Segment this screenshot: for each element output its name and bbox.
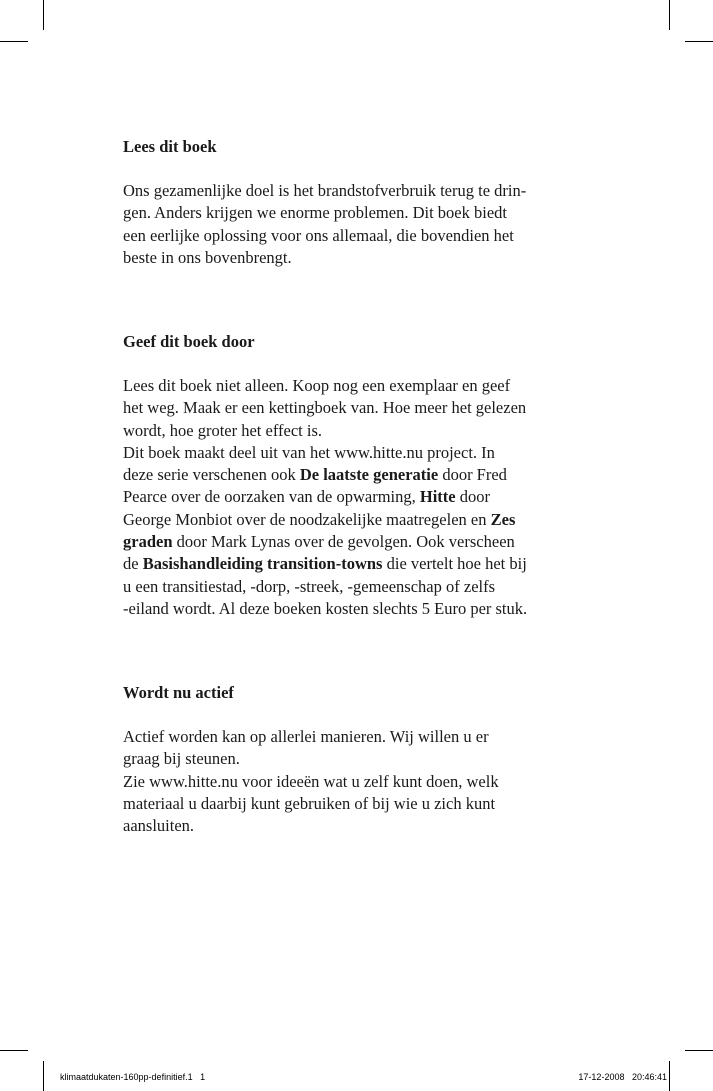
book-title-zes-graden-part1: Zes bbox=[490, 509, 516, 529]
paragraph bbox=[123, 375, 593, 620]
crop-mark-bottom-right-h bbox=[685, 1050, 713, 1051]
text-span: Pearce over de oorzaken van de opwarming, bbox=[123, 487, 420, 507]
text-span: door Mark Lynas over de gevolgen. Ook verscheen bbox=[172, 532, 515, 552]
section-geef-dit-boek-door bbox=[123, 331, 593, 620]
text-line: wordt, hoe groter het effect is. bbox=[123, 420, 322, 440]
text-line: Lees dit boek niet alleen. Koop nog een exemplaar en geef bbox=[123, 376, 511, 395]
book-title-de-laatste-generatie: De laatste generatie bbox=[299, 465, 439, 485]
crop-mark-bottom-left-h bbox=[0, 1050, 28, 1051]
text-line: Dit boek maakt deel uit van het www.hitte.nu project. In bbox=[123, 442, 495, 462]
section-heading: Geef dit boek door bbox=[123, 332, 255, 351]
text-span: die vertelt hoe het bij bbox=[382, 554, 527, 574]
book-title-zes-graden-part2: graden bbox=[123, 532, 173, 552]
text-span: door bbox=[455, 487, 490, 507]
crop-mark-top-left-h bbox=[0, 41, 28, 42]
book-title-hitte: Hitte bbox=[419, 487, 456, 507]
text-line: een eerlijke oplossing voor ons allemaal, die bovendien het bbox=[123, 225, 514, 245]
crop-mark-top-right bbox=[669, 0, 670, 30]
section-heading: Wordt nu actief bbox=[123, 683, 234, 702]
text-span: deze serie verschenen ook bbox=[123, 465, 300, 485]
text-line: beste in ons bovenbrengt. bbox=[123, 247, 292, 267]
text-line: materiaal u daarbij kunt gebruiken of bij wie u zich kunt bbox=[123, 793, 496, 813]
text-span: de bbox=[123, 554, 143, 574]
crop-mark-top-right-h bbox=[685, 41, 713, 42]
paragraph bbox=[123, 180, 593, 269]
crop-mark-bottom-left bbox=[43, 1061, 44, 1091]
book-title-basishandleiding: Basishandleiding transition-towns bbox=[142, 554, 383, 574]
paragraph bbox=[123, 726, 593, 837]
print-slug-timestamp: 17-12-2008 20:46:41 bbox=[578, 1072, 667, 1082]
crop-mark-bottom-right bbox=[669, 1061, 670, 1091]
text-line: aansluiten. bbox=[123, 816, 195, 836]
text-span: door Fred bbox=[438, 465, 507, 485]
text-line: graag bij steunen. bbox=[123, 749, 240, 769]
text-line: Actief worden kan op allerlei manieren. Wij willen u er bbox=[123, 727, 489, 746]
text-span: George Monbiot over de noodzakelijke maatregelen en bbox=[123, 509, 491, 529]
text-line: -eiland wordt. Al deze boeken kosten slechts 5 Euro per stuk. bbox=[123, 598, 528, 618]
text-line: gen. Anders krijgen we enorme problemen. Dit boek biedt bbox=[123, 203, 507, 223]
crop-mark-top-left bbox=[43, 0, 44, 30]
text-line: u een transitiestad, -dorp, -streek, -gemeenschap of zelfs bbox=[123, 576, 496, 596]
text-line: Ons gezamenlijke doel is het brandstofverbruik terug te drin- bbox=[123, 181, 527, 200]
text-line: Zie www.hitte.nu voor ideeën wat u zelf kunt doen, welk bbox=[123, 771, 499, 791]
section-heading: Lees dit boek bbox=[123, 137, 217, 156]
text-line: het weg. Maak er een kettingboek van. Hoe meer het gelezen bbox=[123, 398, 527, 418]
print-slug-filename: klimaatdukaten-160pp-definitief.1 1 bbox=[60, 1072, 206, 1082]
section-wordt-nu-actief bbox=[123, 682, 593, 837]
section-lees-dit-boek bbox=[123, 136, 593, 269]
